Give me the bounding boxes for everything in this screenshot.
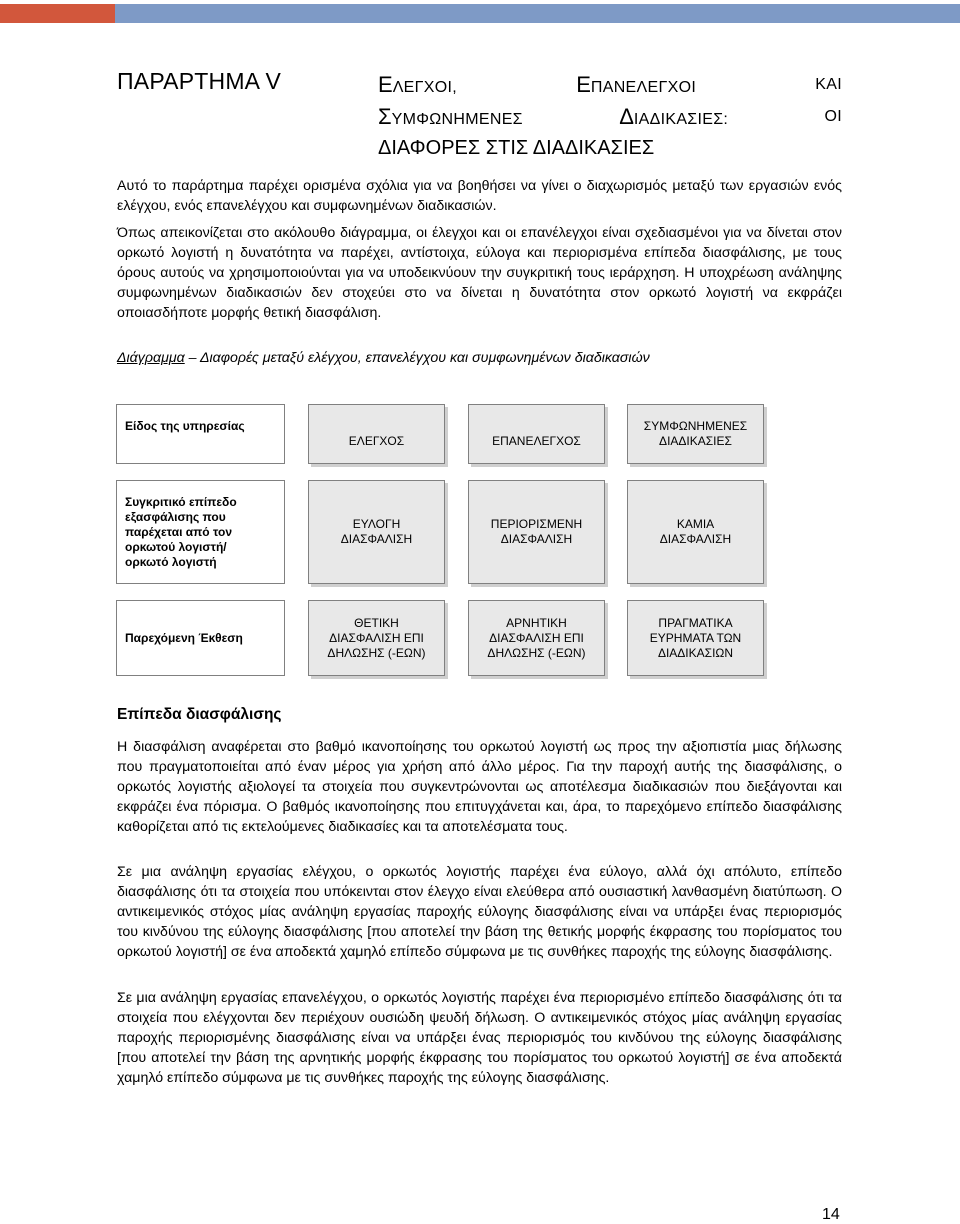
title-word: ΟΙ: [824, 108, 842, 125]
title-word: ΔΙΑΔΙΚΑΣΙΕΣ:: [619, 104, 729, 129]
diagram-cell-positive-assurance: ΘΕΤΙΚΗ ΔΙΑΣΦΑΛΙΣΗ ΕΠΙ ΔΗΛΩΣΗΣ (-ΕΩΝ): [308, 600, 445, 676]
assurance-paragraph-1: Η διασφάλιση αναφέρεται στο βαθμό ικανοποίησης του ορκωτού λογιστή ως προς την αξιοπιστία μιας δήλωσης που πραγματοποιείται από έναν μέρος για χρήση από άλλο μέρος. Για την παροχή αυτής της διασφάλισης, ο ορκωτός λογιστής αξιολογεί τα στοιχεία που συγκεντρώνονται ως αποτέλεσμα διαδικασιών που διεξάγονται και εκφράζει ένα πόρισμα. Ο βαθμός ικανοποίησης που επιτυγχάνεται και, άρα, το παρεχόμενο επίπεδο διασφάλισης καθορίζεται από τις εκτελούμενες διαδικασίες και τα αποτελέσματα τους.: [117, 739, 842, 835]
page-title: [378, 70, 842, 163]
intro-paragraph-2: Όπως απεικονίζεται στο ακόλουθο διάγραμμα, οι έλεγχοι και οι επανέλεγχοι είναι σχεδιασμένοι για να δίνεται στον ορκωτό λογιστή η δυνατότητα να παρέχει, αντίστοιχα, εύλογα και περιορισμένα επίπεδα διασφάλισης, με τους όρους αυτούς να χρησιμοποιούνται για να υποδεικνύουν την συγκριτική τους ιεράρχηση. Η υποχρέωση ανάληψης συμφωνημένων διαδικασιών δεν στοχεύει στο να δίνεται η δυνατότητα στον ορκωτό λογιστή να εκφράζει οποιασδήποτε μορφής θετική διασφάλιση.: [117, 225, 842, 321]
title-line-3: ΔΙΑΦΟΡΕΣ ΣΤΙΣ ΔΙΑΔΙΚΑΣΙΕΣ: [378, 137, 655, 159]
assurance-paragraph-2: Σε μια ανάληψη εργασίας ελέγχου, ο ορκωτός λογιστής παρέχει ένα εύλογο, αλλά όχι απόλυτο, επίπεδο διασφάλισης ότι τα στοιχεία που υπόκεινται στον έλεγχο είναι ελεύθερα από ουσιαστική λανθασμένη διατύπωση. Ο αντικειμενικός στόχος μίας ανάληψη εργασίας παροχής εύλογης διασφάλισης είναι να υπάρξει ένας περιορισμός του κινδύνου της εύλογης διασφάλισης [που αποτελεί την βάση της θετικής μορφής έκφρασης του πορίσματος του ορκωτού λογιστή] σε ένα αποδεκτά χαμηλό επίπεδο σύμφωνα με τις συνθήκες παροχής της εύλογης διασφάλισης.: [117, 864, 842, 960]
title-word: ΣΥΜΦΩΝΗΜΕΝΕΣ: [378, 104, 523, 129]
header-bar-accent: [0, 4, 115, 23]
header-bar-main: [115, 4, 960, 23]
diagram-row-label-assurance-level: Συγκριτικό επίπεδο εξασφάλισης που παρέχεται από τον ορκωτού λογιστή/ ορκωτό λογιστή: [116, 480, 285, 584]
title-word: ΕΠΑΝΕΛΕΓΧΟΙ: [576, 72, 697, 97]
diagram-cell-limited-assurance: ΠΕΡΙΟΡΙΣΜΕΝΗ ΔΙΑΣΦΑΛΙΣΗ: [468, 480, 605, 584]
diagram-cell-negative-assurance: ΑΡΝΗΤΙΚΗ ΔΙΑΣΦΑΛΙΣΗ ΕΠΙ ΔΗΛΩΣΗΣ (-ΕΩΝ): [468, 600, 605, 676]
title-line-1: [378, 70, 842, 102]
diagram-row-label-report: Παρεχόμενη Έκθεση: [116, 600, 285, 676]
diagram-row-label-service: Είδος της υπηρεσίας: [116, 404, 285, 464]
title-word: ΕΛΕΓΧΟΙ,: [378, 72, 457, 97]
diagram-cell-review: ΕΠΑΝΕΛΕΓΧΟΣ: [468, 404, 605, 464]
section-heading-assurance-levels: Επίπεδα διασφάλισης: [117, 706, 282, 723]
intro-paragraph-1: Αυτό το παράρτημα παρέχει ορισμένα σχόλια για να βοηθήσει να γίνει ο διαχωρισμός μεταξύ των εργασιών ενός ελέγχου, ενός επανελέγχου και συμφωνημένων διαδικασιών.: [117, 178, 842, 214]
title-line-2: [378, 102, 842, 134]
assurance-paragraph-3: Σε μια ανάληψη εργασίας επανελέγχου, ο ορκωτός λογιστής παρέχει ένα περιορισμένο επίπεδο διασφάλισης ότι τα στοιχεία που ελέγχονται δεν περιέχουν ουσιώδη ψευδή δήλωση. Ο αντικειμενικός στόχος μίας ανάληψη εργασίας παροχής περιορισμένης διασφάλισης είναι να υπάρξει ένας περιορισμός του κινδύνου της εύλογης διασφάλισης [που αποτελεί την βάση της αρνητικής μορφής έκφρασης του πορίσματος του ορκωτού λογιστή] σε ένα αποδεκτά χαμηλό επίπεδο σύμφωνα με τις συνθήκες παροχής της εύλογης διασφάλισης.: [117, 990, 842, 1086]
page-number: 14: [822, 1206, 840, 1223]
diagram-cell-reasonable-assurance: ΕΥΛΟΓΗ ΔΙΑΣΦΑΛΙΣΗ: [308, 480, 445, 584]
appendix-label: ΠΑΡΑΡΤΗΜΑ V: [117, 68, 282, 94]
title-word: ΚΑΙ: [815, 76, 842, 93]
diagram-caption: Διάγραμμα – Διαφορές μεταξύ ελέγχου, επανελέγχου και συμφωνημένων διαδικασιών: [117, 350, 650, 366]
diagram-cell-agreed-procedures: ΣΥΜΦΩΝΗΜΕΝΕΣ ΔΙΑΔΙΚΑΣΙΕΣ: [627, 404, 764, 464]
diagram-cell-factual-findings: ΠΡΑΓΜΑΤΙΚΑ ΕΥΡΗΜΑΤΑ ΤΩΝ ΔΙΑΔΙΚΑΣΙΩΝ: [627, 600, 764, 676]
diagram-cell-no-assurance: ΚΑΜΙΑ ΔΙΑΣΦΑΛΙΣΗ: [627, 480, 764, 584]
diagram-cell-audit: ΕΛΕΓΧΟΣ: [308, 404, 445, 464]
header-color-bar: [0, 4, 960, 23]
